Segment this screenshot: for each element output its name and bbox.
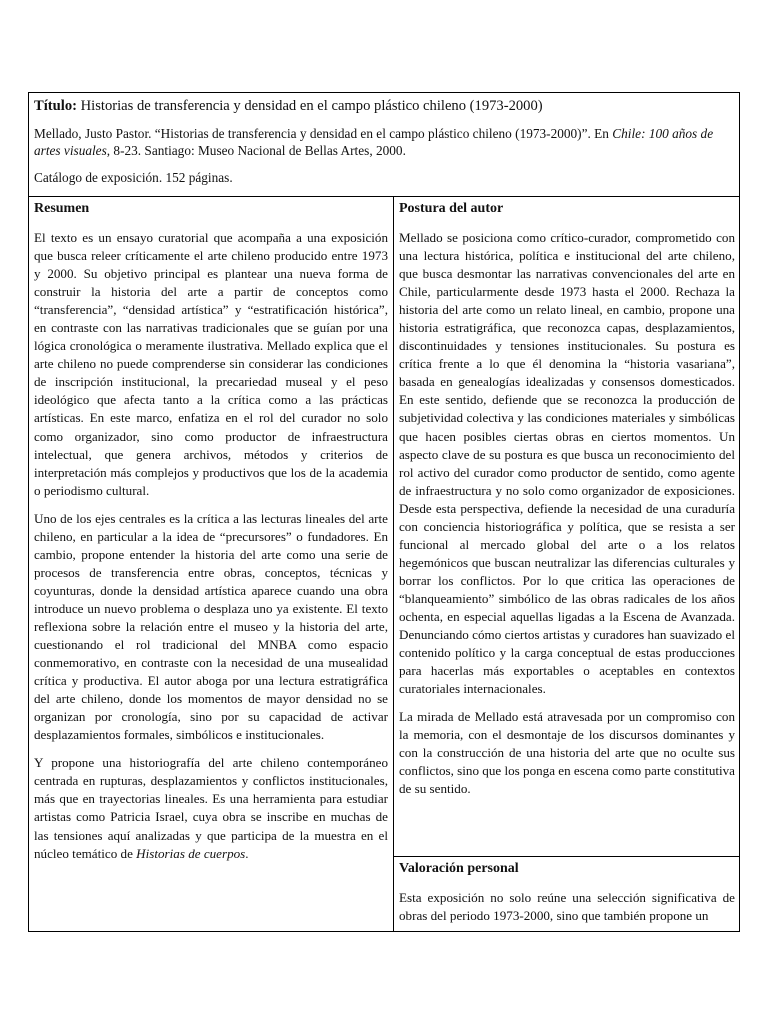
valoracion-paragraph-1: Esta exposición no solo reúne una selección significativa de obras del periodo 1973-2000, sino que también propone un — [399, 890, 735, 924]
postura-paragraph-2: La mirada de Mellado está atravesada por un compromiso con la memoria, con el desmontaje de los discursos dominantes y con la construcción de una historia del arte que no oculte sus conflictos, sino que los ponga en escena como parte constitutiva de su sentido. — [399, 709, 735, 797]
valoracion-cell — [394, 857, 739, 931]
resumen-paragraph-3 — [34, 754, 388, 862]
resumen-p3-end: . — [245, 845, 249, 861]
resumen-paragraph-1: El texto es un ensayo curatorial que acompaña a una exposición que busca releer críticamente el arte chileno producido entre 1973 y 2000. Su objetivo principal es plantear una nueva forma de construir la historia del arte a partir de conceptos como “transferencia”, “densidad artística” y “estratificación histórica”, en contraste con las narrativas tradicionales que se guían por una lógica cronológica o meramente ilustrativa. Mellado explica que el arte chileno no puede comprenderse sin considerar las condiciones de inscripción institucional, la precariedad museal y el peso ideológico que afecta tanto a la crítica como a las prácticas artísticas. En este marco, enfatiza en el rol del curador no solo como organizador, sino como productor de infraestructura intelectual, que genera archivos, métodos y criterios de interpretación más complejos y productivos que los de la academia o periodismo cultural. — [34, 230, 388, 498]
postura-cell — [394, 197, 739, 857]
summary-table — [28, 92, 740, 932]
citation-post: , 8-23. Santiago: Museo Nacional de Bellas Artes, 2000. — [106, 143, 406, 158]
citation-book: Chile: 100 años de artes visuales — [34, 126, 714, 158]
header-cell — [29, 93, 739, 197]
citation-pre: Mellado, Justo Pastor. “Historias de transferencia y densidad en el campo plástico chileno (1973-2000)”. En — [34, 126, 613, 141]
citation — [34, 125, 734, 159]
resumen-p3-italic: Historias de cuerpos — [136, 845, 246, 861]
catalog-info: Catálogo de exposición. 152 páginas. — [34, 170, 233, 185]
valoracion-heading: Valoración personal — [399, 861, 519, 876]
resumen-paragraph-2: Uno de los ejes centrales es la crítica a las lecturas lineales del arte chileno, en particular a la idea de “precursores” o fundadores. En cambio, propone entender la historia del arte como una serie de procesos de transferencia entre obras, conceptos, técnicas y coyunturas, donde la densidad artística aparece cuando una obra introduce un nuevo problema o desplaza uno ya existente. El texto reflexiona sobre la relación entre el museo y la historia del arte, cuestionando el rol tradicional del MNBA como espacio conmemorativo, en contraste con la necesidad de una musealidad crítica y productiva. El autor aboga por una lectura estratigráfica del arte chileno, donde los momentos de mayor densidad no se organizan por cronología, sino por su capacidad de activar desplazamientos formales, simbólicos e institucionales. — [34, 510, 388, 743]
postura-paragraph-1: Mellado se posiciona como crítico-curador, comprometido con una lectura histórica, política e institucional del arte chileno, que busca desmontar las narrativas convencionales del arte en Chile, particularmente desde 1973 hasta el 2000. Rechaza la historia del arte como un relato lineal, en cambio, propone una historia estratigráfica, que reconozca capas, desplazamientos, discontinuidades y tensiones institucionales. Su postura es crítica frente a lo que él denomina la “historia vasariana”, basada en genealogías idealizadas y consensos domesticados. En este sentido, defiende que se reconozca la producción de subjetividad colectiva y las condiciones materiales y simbólicas que hacen posibles ciertas obras en ciertos momentos. Un aspecto clave de su postura es que busca un reconocimiento del rol activo del curador como productor de sentido, como agente de infraestructura y no solo como organizador de exposiciones. Desde esta perspectiva, defiende la necesidad de una curaduría con conciencia historiográfica y política, que se resista a ser funcional al mercado global del arte o a los relatos hegemónicos que buscan neutralizar las diferencias culturales y borrar los conflictos. Por lo que critica las operaciones de “blanqueamiento” simbólico de las obras radicales de los años ochenta, en especial aquellas ligadas a la Escena de Avanzada. Denunciando cómo ciertos artistas y curadores han suavizado el contenido político y la carga conceptual de estas producciones para hacerlas más exportables o aceptables en contextos curatoriales internacionales. — [399, 230, 735, 697]
title-label: Título: — [34, 98, 77, 114]
resumen-heading: Resumen — [34, 201, 90, 216]
title-line — [34, 97, 734, 115]
resumen-cell — [29, 197, 394, 931]
postura-heading: Postura del autor — [399, 201, 504, 216]
resumen-p3-text: Y propone una historiografía del arte chileno contemporáneo centrada en rupturas, desplazamientos y conflictos institucionales, más que en trayectorias lineales. Es una herramienta para estudiar artistas como Patricia Israel, cuya obra se inscribe en muchas de las tensiones aquí analizadas y que participa de la muestra en el núcleo temático de — [34, 755, 388, 861]
title-text: Historias de transferencia y densidad en el campo plástico chileno (1973-2000) — [76, 98, 543, 114]
